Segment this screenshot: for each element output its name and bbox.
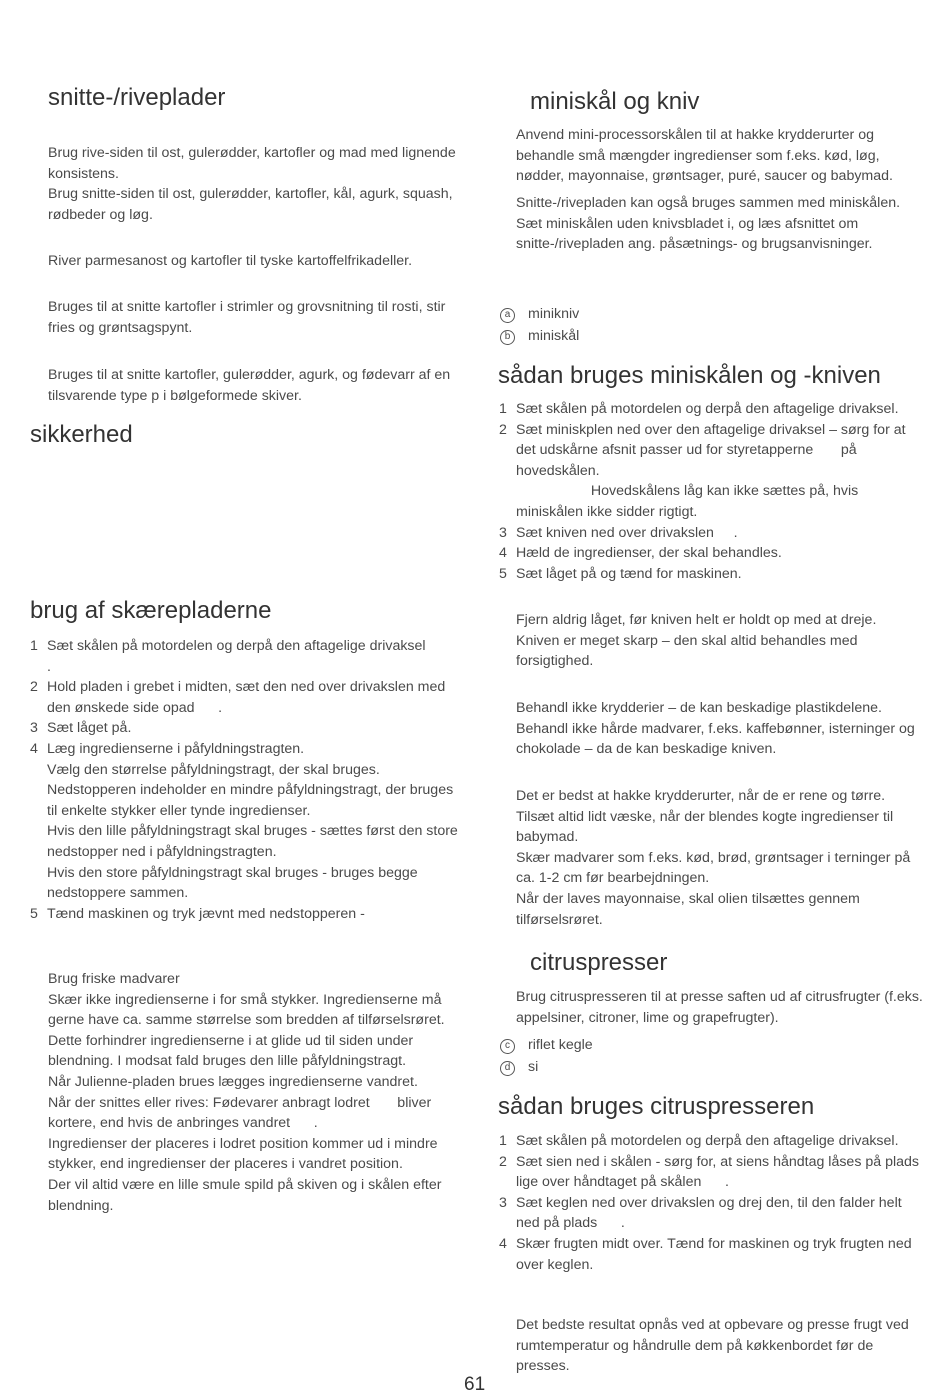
step-text: Sæt kniven ned over drivakslen . [516, 524, 738, 541]
list-item [499, 543, 927, 564]
warning-paragraph-1: Fjern aldrig låget, før kniven helt er holdt op med at dreje. Kniven er meget skarp – den skal altid behandles med forsigtighed. [516, 612, 877, 670]
letter-d-circle-icon: d [500, 1061, 515, 1076]
step-text: Sæt skålen på motordelen og derpå den aftagelige drivaksel. [516, 401, 899, 417]
step-text: Sæt låget på og tænd for maskinen. [516, 565, 742, 582]
section-title-saadan-mini: sådan bruges miniskålen og -kniven [498, 362, 881, 389]
part-label: si [528, 1059, 539, 1075]
citrus-paragraph-1: Brug citruspresseren til at presse saften ud af citrusfrugter (f.eks. appelsiner, citroner, lime og grapefrugter). [516, 989, 923, 1026]
part-label: riflet kegle [528, 1037, 593, 1053]
list-item [30, 904, 460, 925]
snitte-paragraph-2: River parmesanost og kartofler til tyske kartoffelfrikadeller. [48, 253, 413, 269]
page-number: 61 [464, 1374, 486, 1395]
list-item [30, 677, 460, 718]
snitte-paragraph-4: Bruges til at snitte kartofler, gulerødder, agurk, og fødevarr af en tilsvarende type p i bølgeformede skiver. [48, 367, 451, 404]
step-text: Sæt keglen ned over drivakslen og drej den, til den falder helt ned på plads . [516, 1194, 906, 1232]
mini-tips: Det er bedst at hakke krydderurter, når de er rene og tørre. Tilsæt altid lidt væske, når der blendes kogte ingredienser til babymad. Skær madvarer som f.eks. kød, brød, grøntsager i terninger på ca. 1-2 cm før bearbejdningen. Når der laves mayonnaise, skal olien tilsættes gennem tilførselsrøret. [516, 788, 911, 928]
letter-a-circle-icon: a [500, 308, 515, 323]
step-text: Sæt sien ned i skålen - sørg for, at siens håndtag låses på plads lige over håndtaget på skålen . [516, 1153, 923, 1191]
list-item [30, 636, 460, 677]
saadan-citrus-steps-list [499, 1131, 927, 1275]
snitte-paragraph-1: Brug rive-siden til ost, gulerødder, kartofler og mad med lignende konsistens. Brug snitte-siden til ost, gulerødder, kartofler, kål, agurk, squash, rødbeder og løg. [48, 145, 456, 223]
part-item-a [500, 304, 579, 324]
step-number: 3 [499, 524, 507, 541]
section-title-miniskaal: miniskål og kniv [530, 88, 700, 115]
step-number: 5 [30, 905, 38, 922]
miniskaal-paragraph-2: Snitte-/rivepladen kan også bruges sammen med miniskålen. Sæt miniskålen uden knivsbladet i, og læs afsnittet om snitte-/rivepladen ang. påsætnings- og brugsanvisninger. [516, 195, 901, 253]
list-item [499, 1193, 927, 1234]
step-number: 3 [499, 1194, 507, 1211]
part-label: miniskål [528, 328, 580, 344]
list-item [499, 564, 927, 585]
section-title-sikkerhed: sikkerhed [30, 421, 133, 448]
list-item [30, 718, 460, 739]
step-number: 2 [499, 1153, 507, 1170]
step-number: 2 [30, 679, 38, 696]
part-item-c [500, 1035, 593, 1055]
list-item [499, 1152, 927, 1193]
list-item [499, 1234, 927, 1275]
step-text: Hold pladen i grebet i midten, sæt den ned over drivakslen med den ønskede side opad . [47, 679, 450, 716]
step-number: 5 [499, 565, 507, 582]
list-item [499, 1131, 927, 1152]
list-item [499, 420, 927, 523]
step-number: 4 [499, 545, 507, 562]
miniskaal-paragraph-1: Anvend mini-processorskålen til at hakke krydderurter og behandle små mængder ingredienser som f.eks. kød, løg, nødder, mayonnaise, grøntsager, puré, saucer og babymad. [516, 127, 893, 185]
step-number: 3 [30, 720, 38, 737]
step-number: 2 [499, 421, 507, 438]
step-number: 4 [30, 740, 38, 757]
brug-tips: Brug friske madvarer Skær ikke ingredienserne i for små stykker. Ingredienserne må gerne have ca. samme størrelse som bredden af tilførselsrøret. Dette forhindrer ingredienserne i at glide ud til siden under blendning. I modsat fald bruges den lille påfyldningstragt. Når Julienne-pladen brues lægges ingredienserne vandret. Når der snittes eller rives: Fødevarer anbragt lodret bliver kortere, end hvis de anbringes vandret . Ingredienser der placeres i lodret position kommer ud i mindre stykker, end ingredienser der placeres i vandret position. Der vil altid være en lille smule spild på skiven og i skålen efter blendning. [48, 971, 445, 1214]
section-title-brug: brug af skærepladerne [30, 597, 272, 624]
list-item [499, 523, 927, 544]
warning-paragraph-2: Behandl ikke krydderier – de kan beskadige plastikdelene. Behandl ikke hårde madvarer, f.eks. kaffebønner, isterninger og chokolade – da de kan beskadige kniven. [516, 700, 915, 758]
part-item-b [500, 326, 579, 346]
letter-c-circle-icon: c [500, 1039, 515, 1054]
step-number: 1 [499, 401, 507, 417]
section-title-citrus: citruspresser [530, 949, 668, 976]
step-text: Skær frugten midt over. Tænd for maskinen og tryk frugten ned over keglen. [516, 1235, 912, 1273]
step-text: Sæt låget på. [47, 720, 132, 737]
step-text: Sæt skålen på motordelen og derpå den aftagelige drivaksel. [516, 1133, 899, 1149]
saadan-mini-steps-list [499, 399, 927, 584]
list-item [30, 739, 460, 904]
section-title-snitte: snitte-/riveplader [48, 84, 226, 111]
step-text: Sæt skålen på motordelen og derpå den aftagelige drivaksel . [47, 638, 426, 675]
citrus-tip: Det bedste resultat opnås ved at opbevare og presse frugt ved rumtemperatur og håndrulle dem på køkkenbordet før de presses. [516, 1317, 909, 1375]
step-number: 1 [30, 638, 38, 654]
section-title-saadan-citrus: sådan bruges citruspresseren [498, 1093, 815, 1120]
step-number: 1 [499, 1133, 507, 1149]
letter-b-circle-icon: b [500, 330, 515, 345]
part-item-d [500, 1057, 538, 1077]
step-text: Hæld de ingredienser, der skal behandles. [516, 545, 782, 562]
brug-steps-list [30, 636, 460, 924]
list-item [499, 399, 927, 420]
snitte-paragraph-3: Bruges til at snitte kartofler i strimler og grovsnitning til rosti, stir fries og grøntsagspynt. [48, 299, 446, 336]
step-text: Tænd maskinen og tryk jævnt med nedstopperen - [47, 905, 365, 922]
step-number: 4 [499, 1235, 507, 1252]
step-text: Læg ingredienserne i påfyldningstragten. Vælg den størrelse påfyldningstragt, der skal bruges. Nedstopperen indeholder en mindre påfyldningstragt, der bruges til enkelte stykker eller tynde ingredienser. Hvis den lille påfyldningstragt skal bruges - sættes først den store nedstopper ned i påfyldningstragten. Hvis den store påfyldningstragt skal bruges - bruges begge nedstoppere sammen. [47, 740, 458, 902]
step-text: Sæt miniskplen ned over den aftagelige drivaksel – sørg for at det udskårne afsnit passer ud for styretapperne på hovedskålen. Hovedskålens låg kan ikke sættes på, hvis miniskålen ikke sidder rigtigt. [516, 421, 906, 520]
part-label: minikniv [528, 306, 580, 322]
